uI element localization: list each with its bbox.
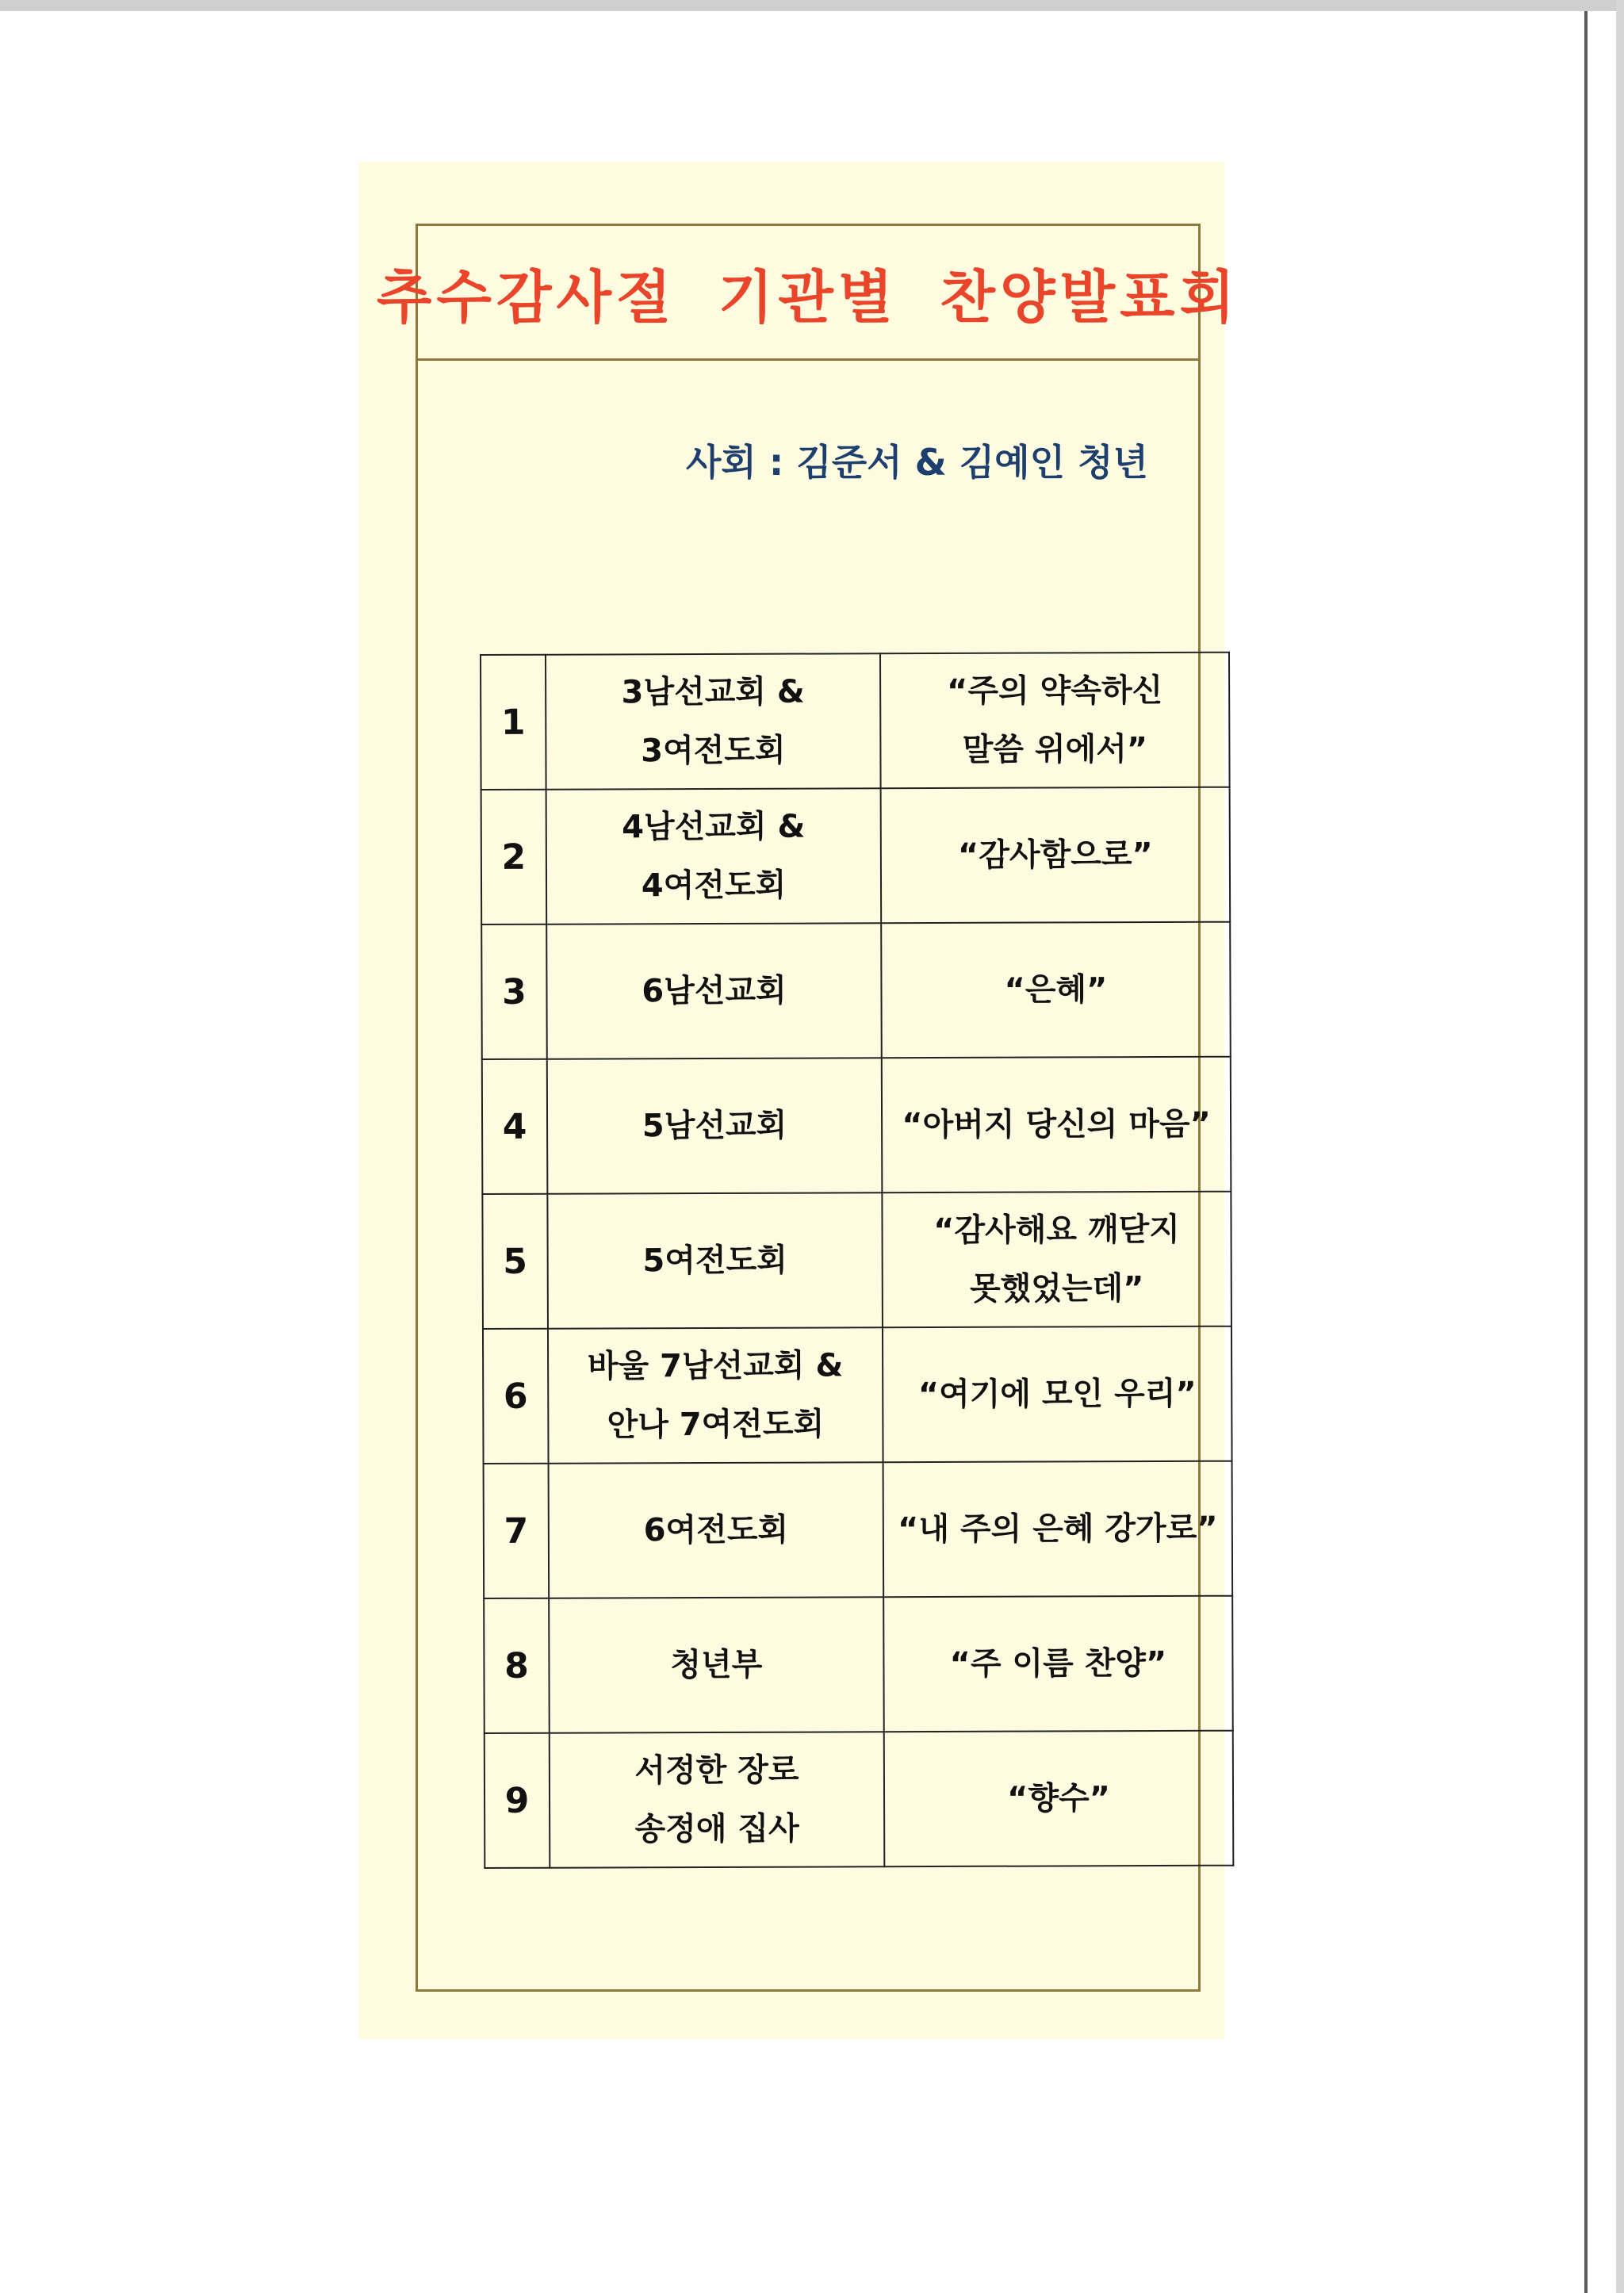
performer-line: 4여전도회	[641, 867, 787, 905]
scan-edge-line	[1584, 11, 1588, 2293]
performer-line: 바울 7남선교회 &	[587, 1347, 844, 1385]
song-line: “향수”	[1007, 1780, 1111, 1817]
performer-line: 청년부	[670, 1646, 763, 1684]
performer-cell	[547, 1192, 883, 1328]
table-row	[481, 653, 1230, 790]
performer-cell	[546, 653, 881, 789]
title-bar	[376, 226, 1240, 361]
program-table-body	[481, 653, 1233, 1868]
table-row	[484, 1596, 1233, 1733]
table-row	[483, 1326, 1232, 1464]
program-frame	[376, 224, 1240, 1992]
song-line: “주 이름 찬양”	[949, 1644, 1167, 1682]
song-line: “감사해요 깨닫지	[933, 1211, 1180, 1250]
row-number: 1	[481, 655, 546, 790]
song-line: “은혜”	[1004, 971, 1108, 1009]
table-row	[481, 922, 1231, 1059]
page-title: 추수감사절 기관별 찬양발표회	[376, 263, 1240, 331]
song-line: “아버지 당신의 마음”	[902, 1105, 1211, 1144]
performer-line: 5남선교회	[642, 1107, 787, 1145]
song-line: “내 주의 은혜 강가로”	[898, 1510, 1218, 1548]
table-row	[482, 1057, 1231, 1194]
table-row	[481, 787, 1231, 924]
performer-line: 송정애 집사	[634, 1810, 799, 1848]
performer-cell	[547, 1058, 883, 1193]
performer-line: 3남선교회 &	[621, 673, 805, 711]
song-cell	[882, 1057, 1231, 1193]
song-cell	[883, 1326, 1232, 1463]
song-line: 말씀 위에서”	[962, 731, 1148, 768]
table-row	[484, 1461, 1233, 1598]
song-line: “여기에 모인 우리”	[917, 1375, 1197, 1414]
mc-line: 사회 : 김준서 & 김예인 청년	[686, 441, 1148, 484]
table-row	[482, 1192, 1231, 1329]
song-cell	[880, 653, 1230, 789]
row-number: 4	[482, 1059, 548, 1194]
performer-line: 서정한 장로	[634, 1751, 799, 1790]
program-table	[480, 652, 1234, 1869]
row-number: 5	[482, 1194, 548, 1329]
scan-edge-right	[1616, 0, 1624, 2293]
performer-line: 6남선교회	[642, 972, 787, 1010]
row-number: 8	[484, 1598, 550, 1733]
performer-cell	[549, 1597, 884, 1732]
performer-line: 6여전도회	[643, 1511, 789, 1549]
performer-line: 3여전도회	[641, 732, 786, 770]
row-number: 2	[481, 790, 547, 924]
row-number: 3	[481, 924, 547, 1059]
row-number: 7	[484, 1464, 550, 1598]
song-cell	[882, 1192, 1231, 1328]
performer-cell	[550, 1732, 885, 1867]
song-line: “주의 약속하신	[947, 672, 1163, 710]
song-line: 못했었는데”	[969, 1270, 1144, 1307]
performer-line: 5여전도회	[642, 1242, 787, 1280]
performer-cell	[546, 788, 882, 924]
scan-edge-top	[0, 0, 1624, 11]
performer-line: 안나 7여전도회	[607, 1406, 825, 1444]
performer-cell	[546, 923, 882, 1058]
song-cell	[881, 922, 1231, 1058]
row-number: 9	[485, 1733, 550, 1868]
song-cell	[883, 1461, 1233, 1598]
song-cell	[881, 787, 1231, 924]
song-line: “감사함으로”	[957, 836, 1153, 874]
performer-cell	[548, 1327, 883, 1463]
song-cell	[883, 1596, 1233, 1732]
program-card	[358, 162, 1240, 2039]
table-row	[485, 1731, 1234, 1868]
performer-cell	[549, 1462, 884, 1598]
song-cell	[884, 1731, 1234, 1867]
performer-line: 4남선교회 &	[622, 808, 806, 846]
row-number: 6	[483, 1329, 549, 1464]
